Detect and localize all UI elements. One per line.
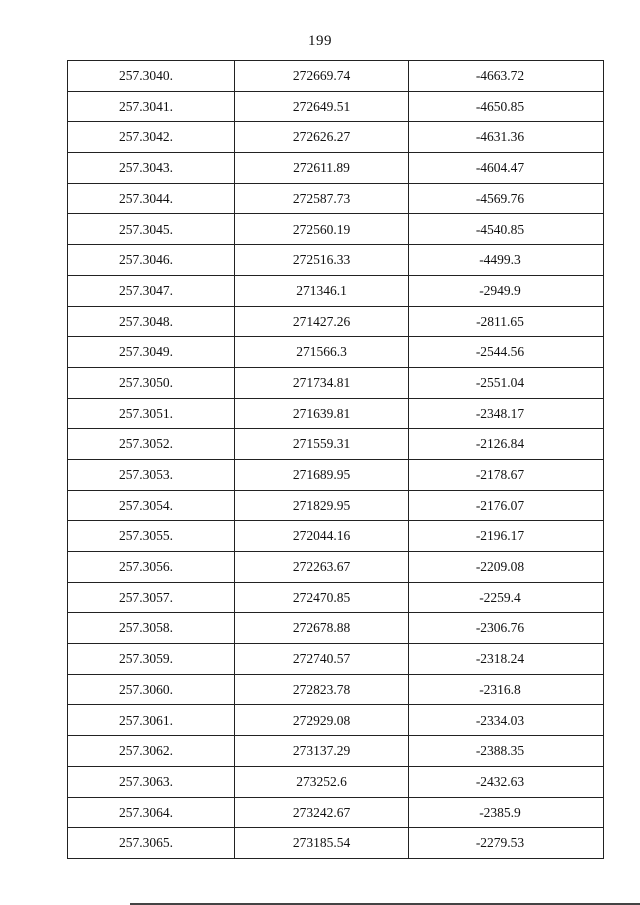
table-row: [68, 429, 604, 460]
table-row: [68, 153, 604, 184]
x-coordinate-cell: 271559.31: [235, 429, 409, 460]
point-number-cell: 257.3042.: [68, 122, 235, 153]
x-coordinate-cell: 272823.78: [235, 674, 409, 705]
x-coordinate-cell: 273137.29: [235, 736, 409, 767]
x-coordinate-cell: 273185.54: [235, 828, 409, 859]
point-number-cell: 257.3056.: [68, 552, 235, 583]
point-number-cell: 257.3062.: [68, 736, 235, 767]
x-coordinate-cell: 272611.89: [235, 153, 409, 184]
x-coordinate-cell: 272516.33: [235, 245, 409, 276]
table-row: [68, 552, 604, 583]
y-coordinate-cell: -2279.53: [409, 828, 604, 859]
point-number-cell: 257.3061.: [68, 705, 235, 736]
table-row: [68, 705, 604, 736]
y-coordinate-cell: -2388.35: [409, 736, 604, 767]
y-coordinate-cell: -2178.67: [409, 459, 604, 490]
table-row: [68, 367, 604, 398]
point-number-cell: 257.3041.: [68, 91, 235, 122]
point-number-cell: 257.3059.: [68, 644, 235, 675]
table-row: [68, 122, 604, 153]
table-row: [68, 398, 604, 429]
table-body: [68, 61, 604, 859]
y-coordinate-cell: -2196.17: [409, 521, 604, 552]
y-coordinate-cell: -2544.56: [409, 337, 604, 368]
x-coordinate-cell: 272929.08: [235, 705, 409, 736]
point-number-cell: 257.3053.: [68, 459, 235, 490]
y-coordinate-cell: -4569.76: [409, 183, 604, 214]
coordinates-table: [67, 60, 604, 859]
y-coordinate-cell: -4663.72: [409, 61, 604, 92]
y-coordinate-cell: -2551.04: [409, 367, 604, 398]
y-coordinate-cell: -4631.36: [409, 122, 604, 153]
point-number-cell: 257.3054.: [68, 490, 235, 521]
y-coordinate-cell: -2316.8: [409, 674, 604, 705]
table-row: [68, 644, 604, 675]
x-coordinate-cell: 272587.73: [235, 183, 409, 214]
point-number-cell: 257.3049.: [68, 337, 235, 368]
x-coordinate-cell: 272649.51: [235, 91, 409, 122]
y-coordinate-cell: -4650.85: [409, 91, 604, 122]
x-coordinate-cell: 273242.67: [235, 797, 409, 828]
point-number-cell: 257.3044.: [68, 183, 235, 214]
x-coordinate-cell: 272678.88: [235, 613, 409, 644]
y-coordinate-cell: -2385.9: [409, 797, 604, 828]
point-number-cell: 257.3043.: [68, 153, 235, 184]
table-row: [68, 459, 604, 490]
x-coordinate-cell: 272263.67: [235, 552, 409, 583]
x-coordinate-cell: 271346.1: [235, 275, 409, 306]
page-number: 199: [308, 33, 332, 49]
point-number-cell: 257.3040.: [68, 61, 235, 92]
y-coordinate-cell: -4499.3: [409, 245, 604, 276]
table-row: [68, 245, 604, 276]
x-coordinate-cell: 272560.19: [235, 214, 409, 245]
x-coordinate-cell: 271639.81: [235, 398, 409, 429]
table-row: [68, 521, 604, 552]
point-number-cell: 257.3064.: [68, 797, 235, 828]
point-number-cell: 257.3051.: [68, 398, 235, 429]
x-coordinate-cell: 271829.95: [235, 490, 409, 521]
y-coordinate-cell: -2949.9: [409, 275, 604, 306]
y-coordinate-cell: -2126.84: [409, 429, 604, 460]
x-coordinate-cell: 272740.57: [235, 644, 409, 675]
table-row: [68, 828, 604, 859]
x-coordinate-cell: 272669.74: [235, 61, 409, 92]
table-row: [68, 736, 604, 767]
x-coordinate-cell: 272044.16: [235, 521, 409, 552]
table-row: [68, 797, 604, 828]
x-coordinate-cell: 271689.95: [235, 459, 409, 490]
point-number-cell: 257.3050.: [68, 367, 235, 398]
point-number-cell: 257.3058.: [68, 613, 235, 644]
y-coordinate-cell: -2318.24: [409, 644, 604, 675]
y-coordinate-cell: -2209.08: [409, 552, 604, 583]
point-number-cell: 257.3046.: [68, 245, 235, 276]
table-row: [68, 766, 604, 797]
x-coordinate-cell: 272626.27: [235, 122, 409, 153]
y-coordinate-cell: -2176.07: [409, 490, 604, 521]
y-coordinate-cell: -2348.17: [409, 398, 604, 429]
y-coordinate-cell: -2306.76: [409, 613, 604, 644]
table-row: [68, 613, 604, 644]
point-number-cell: 257.3052.: [68, 429, 235, 460]
point-number-cell: 257.3048.: [68, 306, 235, 337]
x-coordinate-cell: 271734.81: [235, 367, 409, 398]
table-row: [68, 337, 604, 368]
table-row: [68, 582, 604, 613]
table-row: [68, 490, 604, 521]
table-row: [68, 61, 604, 92]
point-number-cell: 257.3057.: [68, 582, 235, 613]
y-coordinate-cell: -2432.63: [409, 766, 604, 797]
table-row: [68, 306, 604, 337]
y-coordinate-cell: -2259.4: [409, 582, 604, 613]
x-coordinate-cell: 271427.26: [235, 306, 409, 337]
x-coordinate-cell: 271566.3: [235, 337, 409, 368]
table-row: [68, 91, 604, 122]
point-number-cell: 257.3045.: [68, 214, 235, 245]
table-row: [68, 214, 604, 245]
point-number-cell: 257.3055.: [68, 521, 235, 552]
y-coordinate-cell: -2811.65: [409, 306, 604, 337]
x-coordinate-cell: 272470.85: [235, 582, 409, 613]
point-number-cell: 257.3047.: [68, 275, 235, 306]
table-row: [68, 674, 604, 705]
table-row: [68, 275, 604, 306]
y-coordinate-cell: -4540.85: [409, 214, 604, 245]
x-coordinate-cell: 273252.6: [235, 766, 409, 797]
y-coordinate-cell: -4604.47: [409, 153, 604, 184]
table-row: [68, 183, 604, 214]
point-number-cell: 257.3060.: [68, 674, 235, 705]
point-number-cell: 257.3063.: [68, 766, 235, 797]
point-number-cell: 257.3065.: [68, 828, 235, 859]
y-coordinate-cell: -2334.03: [409, 705, 604, 736]
